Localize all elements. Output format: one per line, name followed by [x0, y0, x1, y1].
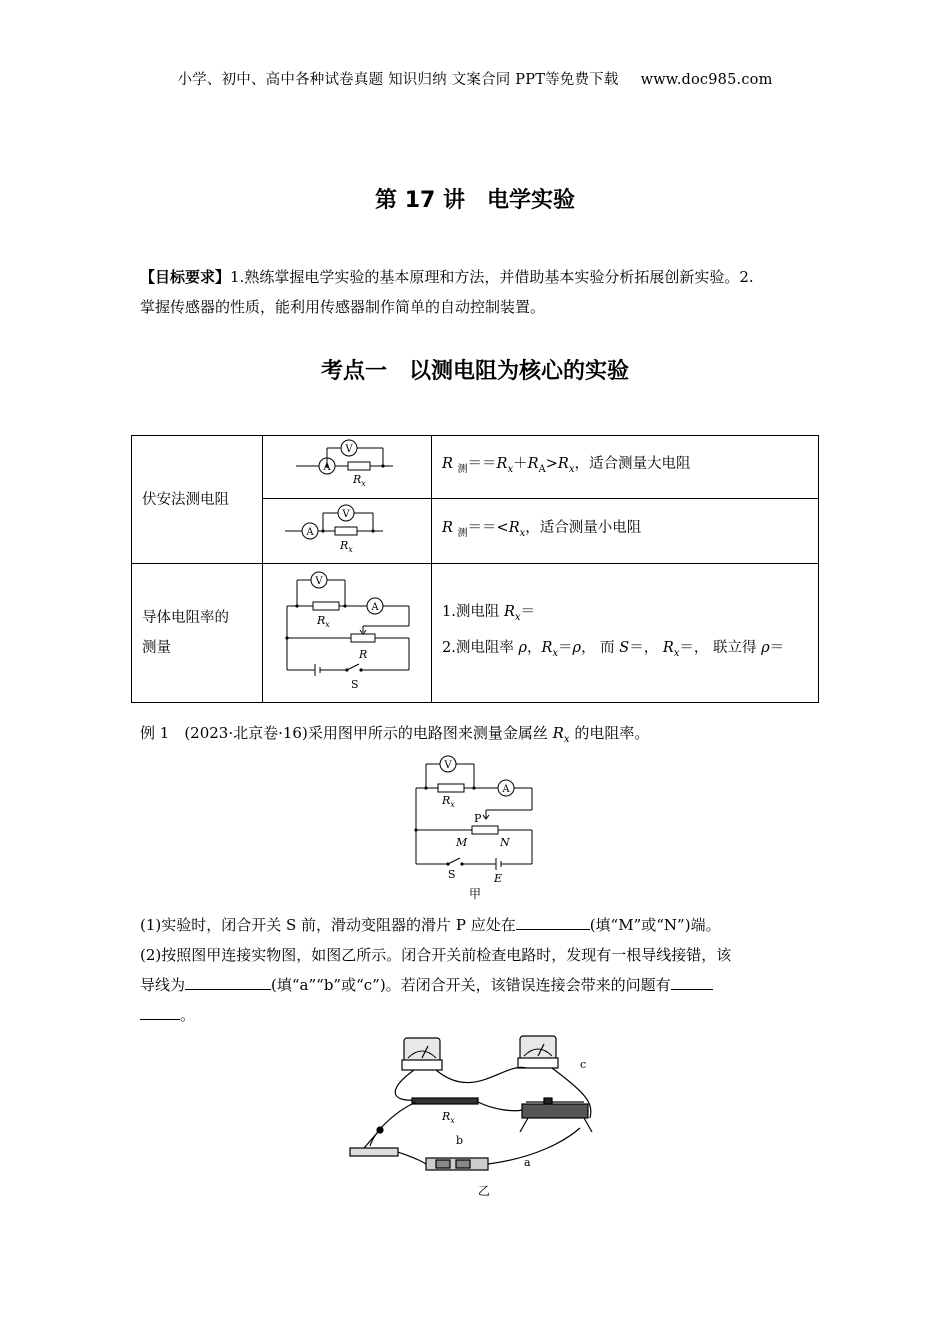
rx-label: $R_x$ — [442, 1110, 455, 1125]
page-header — [0, 68, 950, 89]
answer-blank-3[interactable] — [671, 975, 713, 990]
example-1: 例 1 (2023·北京卷·16)采用图甲所示的电路图来测量金属丝 $R_x$ 的电阻率。 — [140, 724, 650, 745]
wire-b-label: b — [456, 1134, 464, 1147]
svg-text:乙: 乙 — [477, 1184, 491, 1198]
resistivity-item-1: 1.测电阻 $R_x=$ — [442, 604, 536, 623]
experiment-table — [131, 435, 819, 703]
internal-connection-diagram — [263, 499, 431, 559]
svg-text:S: S — [448, 868, 456, 881]
row-label-resistivity: 导体电阻率的 测量 — [132, 564, 263, 703]
table-row — [132, 564, 819, 703]
section-title: 考点一 以测电阻为核心的实验 — [320, 359, 629, 384]
resistivity-circuit-diagram — [263, 564, 431, 698]
svg-text:V: V — [342, 509, 350, 520]
lecture-title: 第 17 讲 电学实验 — [375, 188, 575, 213]
question-2-line-3: 。 — [140, 1000, 830, 1030]
goal-tag: 【目标要求】 — [140, 268, 231, 286]
physical-circuit-figure-yi — [344, 1032, 614, 1204]
header-url[interactable]: www.doc985.com — [640, 72, 773, 88]
svg-text:A: A — [502, 784, 510, 795]
goal-line-2: 掌握传感器的性质，能利用传感器制作简单的自动控制装置。 — [140, 298, 546, 316]
circuit-resistivity — [263, 564, 432, 703]
svg-text:P: P — [474, 812, 482, 825]
circuit-figure-jia-main — [400, 752, 550, 902]
svg-text:M: M — [456, 836, 468, 849]
svg-text:R: R — [359, 648, 368, 661]
svg-text:E: E — [494, 872, 503, 885]
svg-text:S: S — [351, 678, 359, 691]
external-connection-diagram — [263, 436, 431, 494]
svg-text:N: N — [500, 836, 510, 849]
circuit-internal — [263, 499, 432, 564]
wire-c-label: c — [580, 1058, 587, 1071]
formula-external: R $_测==R_x+R_A>R_x$，适合测量大电阻 — [432, 436, 819, 499]
formula-internal: R $_测==<R_x$，适合测量小电阻 — [432, 499, 819, 564]
question-2-line-2: 导线为 (填“a”“b”或“c”)。若闭合开关，该错误连接会带来的问题有 — [140, 970, 830, 1000]
circuit-external — [263, 436, 432, 499]
svg-text:A: A — [306, 527, 314, 538]
goal-text-1: 1.熟练掌握电学实验的基本原理和方法，并借助基本实验分析拓展创新实验。2. — [230, 268, 754, 286]
rx-label: $R_x$ — [340, 539, 353, 554]
question-1: (1)实验时，闭合开关 S 前，滑动变阻器的滑片 P 应处在 (填“M”或“N”)端。 — [140, 916, 721, 934]
svg-text:V: V — [345, 444, 353, 455]
svg-text:甲: 甲 — [468, 887, 482, 901]
svg-text:V: V — [315, 576, 323, 587]
formula-resistivity — [432, 564, 819, 703]
wire-a-label: a — [524, 1156, 531, 1169]
header-text: 小学、初中、高中各种试卷真题 知识归纳 文案合同 PPT等免费下载 — [177, 72, 619, 88]
answer-blank-1[interactable] — [516, 915, 590, 930]
rx-label: $R_x$ — [442, 794, 455, 809]
rx-label: $R_x$ — [317, 614, 330, 629]
svg-text:A: A — [323, 462, 331, 473]
question-2-line-1: (2)按照图甲连接实物图，如图乙所示。闭合开关前检查电路时，发现有一根导线接错，该 — [140, 946, 732, 964]
svg-text:V: V — [444, 760, 452, 771]
rx-label: $R_x$ — [353, 473, 366, 488]
row-label-voltammeter: 伏安法测电阻 — [132, 436, 263, 564]
goal-line-1 — [140, 262, 830, 292]
svg-text:A: A — [371, 602, 379, 613]
table-row — [132, 436, 819, 499]
resistivity-item-2: 2.测电阻率 ρ，$R_x=\rho$， 而 S＝， $R_x=$， 联立得 ρ＝ — [442, 640, 785, 659]
answer-blank-2[interactable] — [185, 975, 271, 990]
answer-blank-3-cont[interactable] — [140, 1005, 180, 1020]
